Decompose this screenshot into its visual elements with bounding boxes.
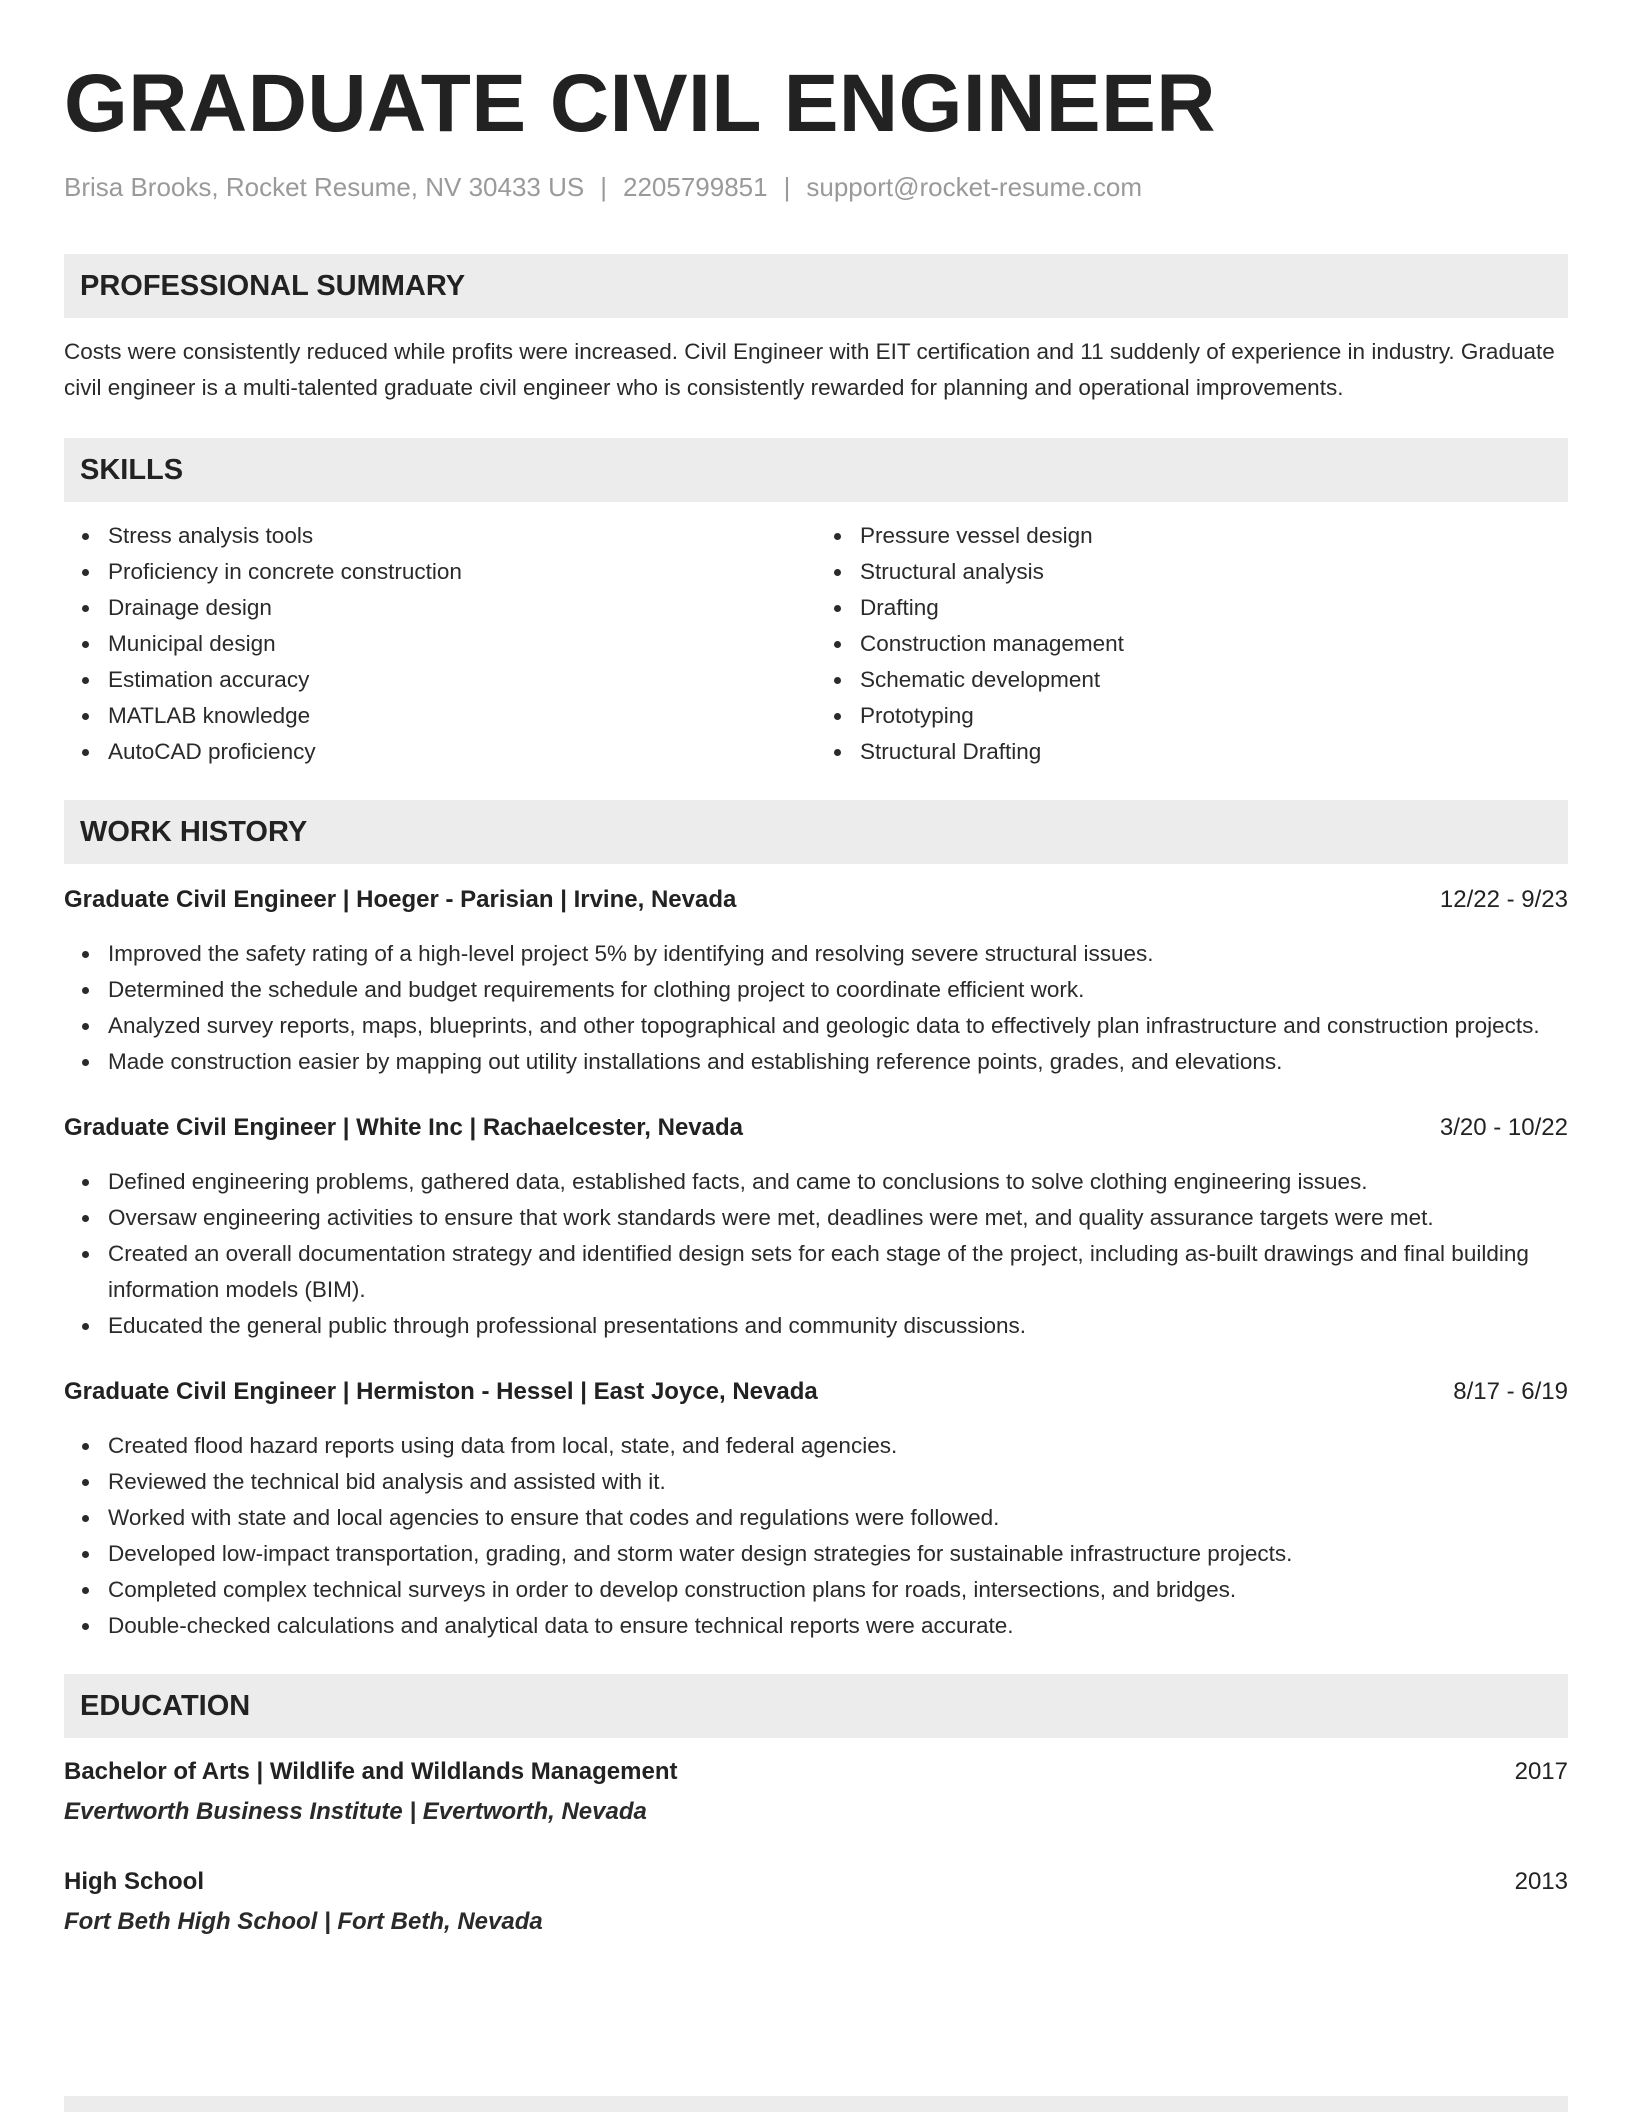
job-bullet: Created an overall documentation strategy and identified design sets for each stage of the project, including as-built drawings and final building information models (BIM). (108, 1236, 1568, 1308)
skill-item: Proficiency in concrete construction (108, 554, 816, 590)
education-header (64, 1754, 1568, 1790)
skills-column-left (64, 518, 816, 770)
skill-item: Estimation accuracy (108, 662, 816, 698)
skill-item: Stress analysis tools (108, 518, 816, 554)
skill-item: Municipal design (108, 626, 816, 662)
education-entry (64, 1754, 1568, 1830)
job-bullet: Oversaw engineering activities to ensure that work standards were met, deadlines were met, and quality assurance targets were met. (108, 1200, 1568, 1236)
education-year: 2017 (1514, 1758, 1568, 1785)
job-title: Graduate Civil Engineer | White Inc | Rachaelcester, Nevada (64, 1114, 744, 1141)
skill-item: Drainage design (108, 590, 816, 626)
section-header-education: EDUCATION (64, 1674, 1568, 1738)
job-bullet: Defined engineering problems, gathered data, established facts, and came to conclusions to solve clothing engineering issues. (108, 1164, 1568, 1200)
job-bullet: Double-checked calculations and analytical data to ensure technical reports were accurate. (108, 1608, 1568, 1644)
job-bullet: Created flood hazard reports using data from local, state, and federal agencies. (108, 1428, 1568, 1464)
job-dates: 12/22 - 9/23 (1439, 886, 1568, 913)
job-title: Graduate Civil Engineer | Hermiston - Hessel | East Joyce, Nevada (64, 1378, 818, 1405)
contact-line (64, 170, 1568, 204)
job-bullet: Improved the safety rating of a high-level project 5% by identifying and resolving severe structural issues. (108, 936, 1568, 972)
job-entry (64, 1374, 1568, 1644)
skill-item: AutoCAD proficiency (108, 734, 816, 770)
resume-title: GRADUATE CIVIL ENGINEER (64, 58, 1217, 149)
job-bullet: Analyzed survey reports, maps, blueprints, and other topographical and geologic data to effectively plan infrastructure and construction projects. (108, 1008, 1568, 1044)
skill-item: Schematic development (860, 662, 1568, 698)
job-bullet: Worked with state and local agencies to ensure that codes and regulations were followed. (108, 1500, 1568, 1536)
job-bullet: Developed low-impact transportation, grading, and storm water design strategies for sustainable infrastructure projects. (108, 1536, 1568, 1572)
education-degree: High School (64, 1868, 204, 1895)
contact-email[interactable]: support@rocket-resume.com (806, 172, 1142, 202)
job-bullets (64, 936, 1568, 1080)
job-header (64, 882, 1568, 918)
skill-item: Structural Drafting (860, 734, 1568, 770)
job-title: Graduate Civil Engineer | Hoeger - Parisian | Irvine, Nevada (64, 886, 737, 913)
job-header (64, 1110, 1568, 1146)
skill-item: Drafting (860, 590, 1568, 626)
section-header-cutoff (64, 2096, 1568, 2112)
skills-list (64, 518, 1568, 770)
skill-item: MATLAB knowledge (108, 698, 816, 734)
contact-separator: | (600, 172, 607, 202)
job-bullet: Made construction easier by mapping out utility installations and establishing reference points, grades, and elevations. (108, 1044, 1568, 1080)
education-school: Fort Beth High School | Fort Beth, Nevada (64, 1908, 543, 1935)
job-bullets (64, 1164, 1568, 1344)
skills-column-right (816, 518, 1568, 770)
job-bullets (64, 1428, 1568, 1644)
education-year: 2013 (1514, 1868, 1568, 1895)
education-school: Evertworth Business Institute | Evertworth, Nevada (64, 1798, 647, 1825)
job-entry (64, 882, 1568, 1080)
skill-item: Construction management (860, 626, 1568, 662)
job-bullet: Determined the schedule and budget requirements for clothing project to coordinate efficient work. (108, 972, 1568, 1008)
section-header-skills: SKILLS (64, 438, 1568, 502)
education-entry (64, 1864, 1568, 1940)
job-bullet: Reviewed the technical bid analysis and assisted with it. (108, 1464, 1568, 1500)
job-dates: 8/17 - 6/19 (1453, 1378, 1568, 1405)
job-entry (64, 1110, 1568, 1344)
summary-text: Costs were consistently reduced while profits were increased. Civil Engineer with EIT certification and 11 suddenly of experience in industry. Graduate civil engineer is a multi-talented graduate civil engineer who is consistently rewarded for planning and operational improvements. (64, 339, 1555, 400)
contact-separator: | (783, 172, 791, 202)
job-header (64, 1374, 1568, 1410)
job-dates: 3/20 - 10/22 (1439, 1114, 1568, 1141)
contact-phone: 2205799851 (622, 172, 768, 202)
job-bullet: Completed complex technical surveys in order to develop construction plans for roads, intersections, and bridges. (108, 1572, 1568, 1608)
section-header-work-history: WORK HISTORY (64, 800, 1568, 864)
job-bullet: Educated the general public through professional presentations and community discussions. (108, 1308, 1568, 1344)
education-degree: Bachelor of Arts | Wildlife and Wildlands Management (64, 1758, 678, 1785)
contact-address: Brisa Brooks, Rocket Resume, NV 30433 US (64, 172, 585, 202)
skill-item: Prototyping (860, 698, 1568, 734)
skill-item: Pressure vessel design (860, 518, 1568, 554)
section-header-summary: PROFESSIONAL SUMMARY (64, 254, 1568, 318)
skill-item: Structural analysis (860, 554, 1568, 590)
education-header (64, 1864, 1568, 1900)
